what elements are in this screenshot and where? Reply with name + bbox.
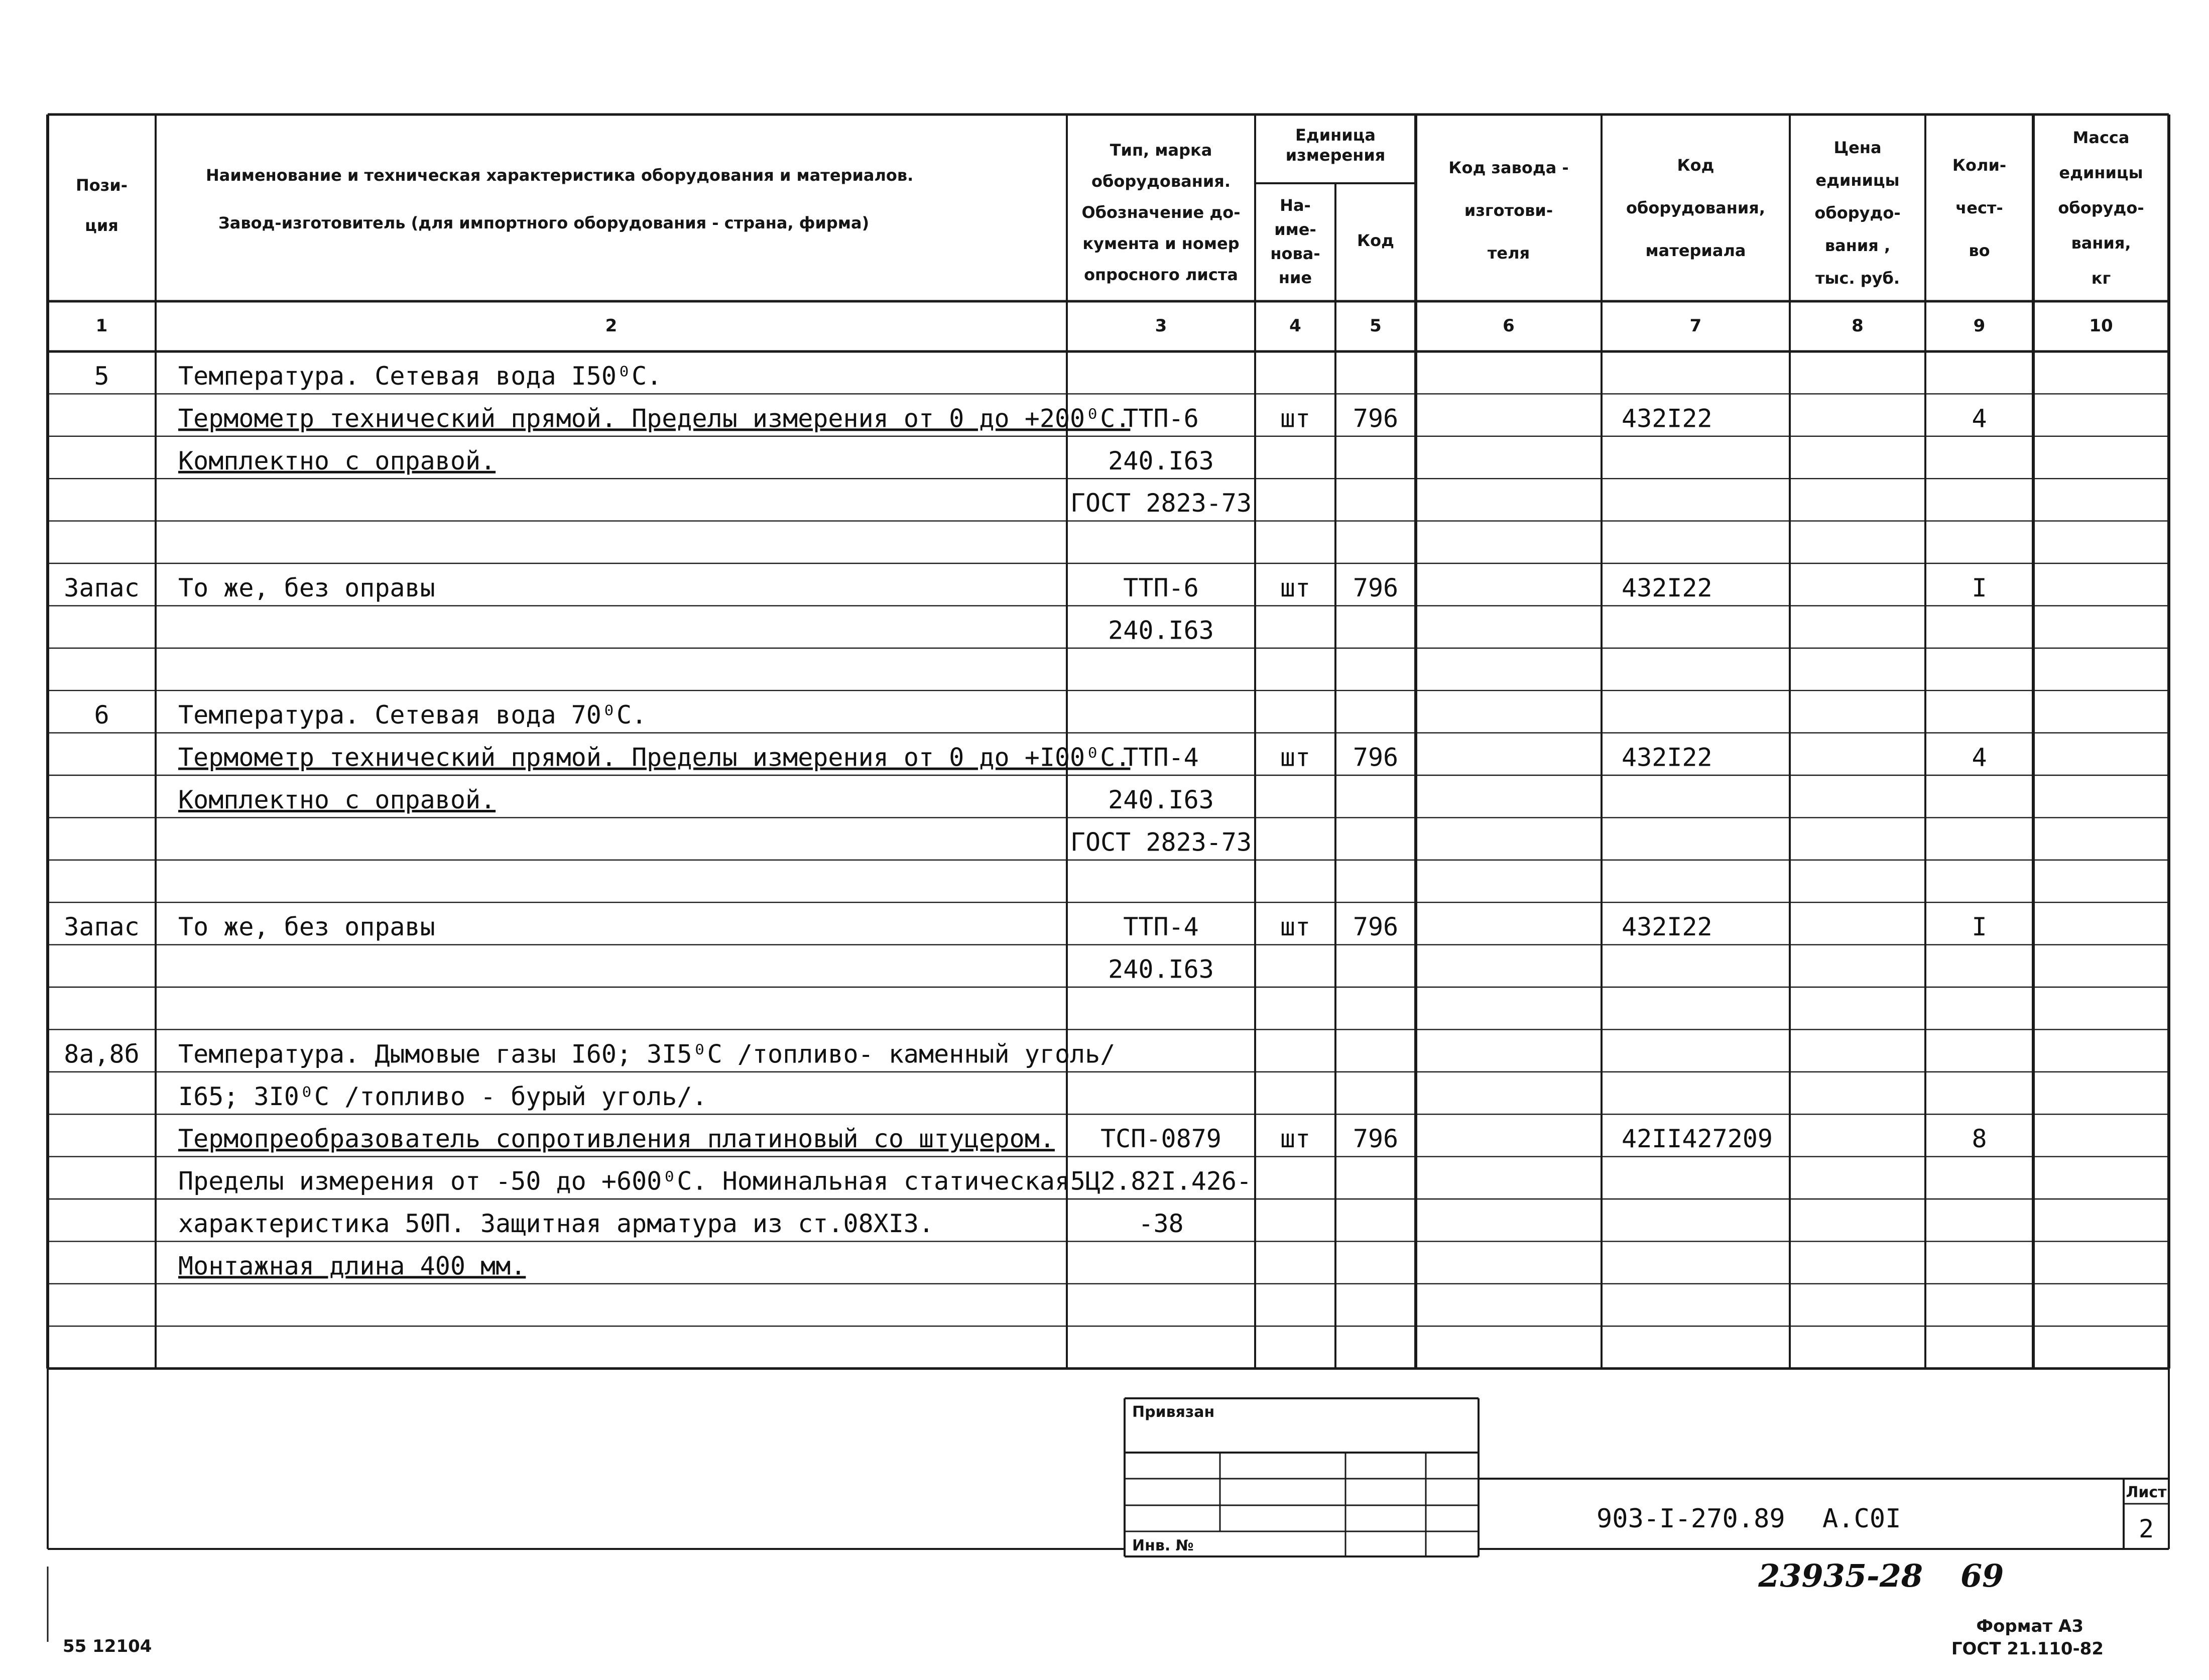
position-cell: 5 xyxy=(94,362,109,391)
printer-mark: 55 12104 xyxy=(63,1636,152,1656)
type-cell: ТТП-4 xyxy=(1123,912,1199,942)
header-label: Обозначение до- xyxy=(1081,203,1241,222)
list-label: Лист xyxy=(2126,1484,2167,1501)
column-number: 1 xyxy=(95,316,108,336)
unit-cell: шт xyxy=(1280,573,1311,603)
header-label: оборудования, xyxy=(1626,198,1765,217)
name-cell: Комплектно с оправой. xyxy=(178,785,496,814)
name-cell: То же, без оправы xyxy=(178,573,435,603)
equipment-code-cell: 42II427209 xyxy=(1622,1124,1773,1154)
header-label: име- xyxy=(1274,220,1316,239)
document-suffix: А.С0I xyxy=(1822,1504,1901,1534)
privyazan-label: Привязан xyxy=(1132,1403,1215,1421)
header-label: Коли- xyxy=(1952,156,2007,175)
header-label: нова- xyxy=(1270,244,1320,263)
name-cell: Монтажная длина 400 мм. xyxy=(178,1251,526,1281)
name-cell: Пределы измерения от -50 до +600⁰С. Номинальная статическая xyxy=(178,1166,1070,1196)
type-cell: 240.I63 xyxy=(1108,954,1214,984)
table-text xyxy=(63,126,2167,1659)
name-cell: Термопреобразователь сопротивления платиновый со штуцером. xyxy=(178,1124,1055,1154)
header-label: кг xyxy=(2091,269,2111,288)
header-label: тыс. руб. xyxy=(1815,269,1900,288)
name-cell: Термометр технический прямой. Пределы измерения от 0 до +I00⁰С. xyxy=(178,743,1131,772)
column-number: 6 xyxy=(1503,316,1515,336)
header-label: оборудо- xyxy=(1814,203,1901,222)
header-label: теля xyxy=(1487,244,1530,263)
position-cell: 6 xyxy=(94,700,109,730)
unit-cell: шт xyxy=(1280,404,1311,433)
type-cell: 240.I63 xyxy=(1108,785,1214,814)
header-label: единицы xyxy=(2059,163,2143,182)
name-cell: Температура. Дымовые газы I60; 3I5⁰С /топливо- каменный уголь/ xyxy=(178,1039,1116,1069)
header-label: оборудования. xyxy=(1091,172,1231,191)
header-label: ция xyxy=(85,216,118,235)
header-label: чест- xyxy=(1955,198,2003,217)
document-number: 903-I-270.89 xyxy=(1597,1504,1785,1534)
type-cell: 5Ц2.82I.426- xyxy=(1070,1166,1252,1196)
position-cell: 8а,8б xyxy=(64,1039,140,1069)
header-label: На- xyxy=(1280,196,1311,215)
equipment-code-cell: 432I22 xyxy=(1622,743,1712,772)
gost-label: ГОСТ 21.110-82 xyxy=(1951,1639,2104,1659)
type-cell: ТТП-6 xyxy=(1123,404,1199,433)
header-label: Завод-изготовитель (для импортного оборудования - страна, фирма) xyxy=(218,213,870,232)
format-label: Формат А3 xyxy=(1976,1616,2083,1636)
type-cell: ГОСТ 2823-73 xyxy=(1070,489,1252,518)
header-label: кумента и номер xyxy=(1082,234,1240,253)
header-label: измерения xyxy=(1285,146,1386,165)
header-label: изготови- xyxy=(1464,201,1553,220)
header-label: Масса xyxy=(2072,128,2130,147)
unit-code-cell: 796 xyxy=(1353,743,1399,772)
column-number: 2 xyxy=(605,316,618,336)
column-number: 7 xyxy=(1689,316,1702,336)
unit-code-cell: 796 xyxy=(1353,912,1399,942)
unit-code-cell: 796 xyxy=(1353,404,1399,433)
quantity-cell: I xyxy=(1972,573,1987,603)
name-cell: I65; 3I0⁰С /топливо - бурый уголь/. xyxy=(178,1082,707,1111)
type-cell: 240.I63 xyxy=(1108,446,1214,475)
header-label: оборудо- xyxy=(2058,198,2144,217)
type-cell: ГОСТ 2823-73 xyxy=(1070,827,1252,857)
header-label: единицы xyxy=(1815,171,1900,190)
position-cell: Запас xyxy=(64,573,140,603)
table-grid xyxy=(48,114,2169,1642)
header-label: вания, xyxy=(2071,233,2131,253)
name-cell: Термометр технический прямой. Пределы измерения от 0 до +200⁰С. xyxy=(178,404,1131,433)
column-number: 4 xyxy=(1289,316,1301,336)
header-label: Цена xyxy=(1833,138,1882,157)
equipment-code-cell: 432I22 xyxy=(1622,912,1712,942)
position-cell: Запас xyxy=(64,912,140,942)
unit-cell: шт xyxy=(1280,912,1311,942)
header-label: Единица xyxy=(1295,126,1376,145)
unit-cell: шт xyxy=(1280,743,1311,772)
list-number: 2 xyxy=(2138,1514,2154,1543)
header-label: ние xyxy=(1278,268,1312,287)
name-cell: Комплектно с оправой. xyxy=(178,446,496,475)
header-label: Код xyxy=(1357,231,1394,250)
quantity-cell: 8 xyxy=(1972,1124,1987,1154)
type-cell: 240.I63 xyxy=(1108,616,1214,645)
name-cell: То же, без оправы xyxy=(178,912,435,942)
unit-code-cell: 796 xyxy=(1353,573,1399,603)
name-cell: характеристика 50П. Защитная арматура из ст.08XI3. xyxy=(178,1209,934,1238)
unit-cell: шт xyxy=(1280,1124,1311,1154)
header-label: Код завода - xyxy=(1448,158,1569,177)
unit-code-cell: 796 xyxy=(1353,1124,1399,1154)
type-cell: ТТП-4 xyxy=(1123,743,1199,772)
column-number: 9 xyxy=(1973,316,1986,336)
inventory-label: Инв. № xyxy=(1132,1537,1194,1554)
quantity-cell: 4 xyxy=(1972,404,1987,433)
column-number: 5 xyxy=(1370,316,1382,336)
header-label: Тип, марка xyxy=(1110,141,1212,160)
archive-number: 23935-28 xyxy=(1758,1557,1923,1594)
header-label: во xyxy=(1969,241,1990,260)
header-label: Пози- xyxy=(75,176,128,195)
name-cell: Температура. Сетевая вода I50⁰С. xyxy=(178,362,662,391)
header-label: Наименование и техническая характеристика оборудования и материалов. xyxy=(206,166,914,185)
column-number: 3 xyxy=(1155,316,1167,336)
equipment-code-cell: 432I22 xyxy=(1622,404,1712,433)
quantity-cell: I xyxy=(1972,912,1987,942)
type-cell: -38 xyxy=(1138,1209,1184,1238)
header-label: Код xyxy=(1677,156,1714,175)
archive-page: 69 xyxy=(1960,1557,2004,1594)
header-label: вания , xyxy=(1824,236,1891,255)
equipment-code-cell: 432I22 xyxy=(1622,573,1712,603)
column-number: 8 xyxy=(1852,316,1864,336)
type-cell: ТСП-0879 xyxy=(1100,1124,1221,1154)
type-cell: ТТП-6 xyxy=(1123,573,1199,603)
header-label: опросного листа xyxy=(1084,265,1238,284)
header-label: материала xyxy=(1645,241,1746,260)
quantity-cell: 4 xyxy=(1972,743,1987,772)
name-cell: Температура. Сетевая вода 70⁰С. xyxy=(178,700,647,730)
column-number: 10 xyxy=(2089,316,2113,336)
